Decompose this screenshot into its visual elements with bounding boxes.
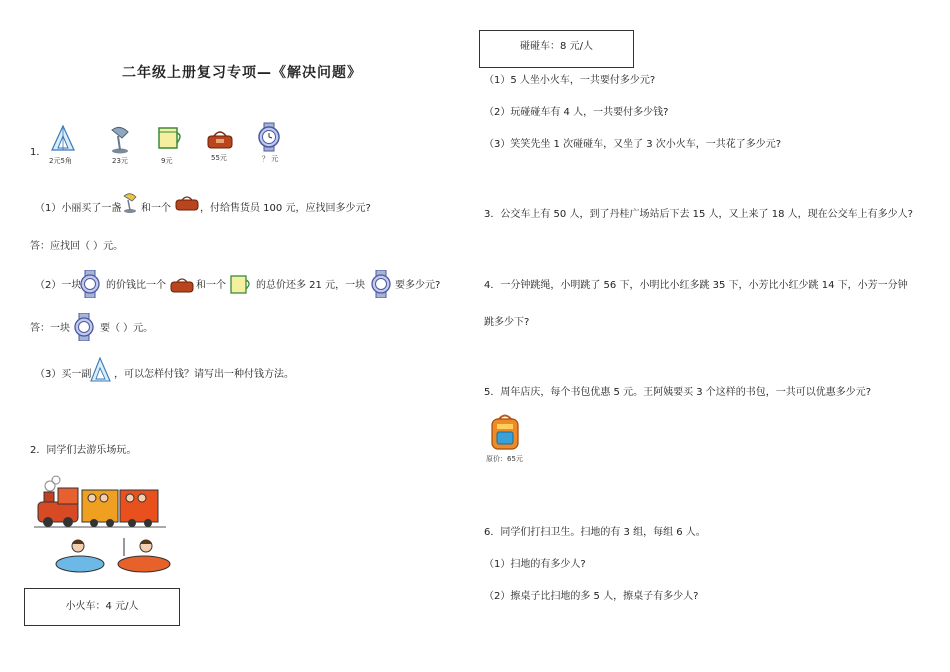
q1-answer-2-a: 答：一块 (30, 323, 70, 334)
bumper-car-price-label: 碰碰车：8 元/人 (520, 41, 593, 52)
q6-text: 6．同学们打扫卫生。扫地的有 3 组，每组 6 人。 (484, 527, 706, 538)
q2-intro: 2．同学们去游乐场玩。 (30, 445, 137, 456)
q2-sub-3: （3）笑笑先坐 1 次碰碰车，又坐了 3 次小火车，一共花了多少元? (484, 139, 782, 150)
q6-sub-2: （2）擦桌子比扫地的多 5 人，擦桌子有多少人? (484, 591, 699, 602)
price-lamp: 23元 (112, 157, 128, 165)
q1-p2-text-d: 的总价还多 21 元，一块 (256, 280, 366, 291)
q6-sub-1: （1）扫地的有多少人? (484, 559, 586, 570)
q2-sub-2: （2）玩碰碰车有 4 人，一共要付多少钱? (484, 107, 669, 118)
toy-train-icon (34, 474, 166, 530)
backpack-price: 原价：65元 (486, 455, 523, 463)
q1-p2-text-c: 和一个 (196, 280, 226, 291)
price-bag: 55元 (211, 154, 227, 162)
q1-number: 1． (30, 147, 47, 158)
q1-p2-text-b: 的价钱比一个 (106, 280, 166, 291)
handbag-icon (170, 276, 194, 294)
bumper-cars-icon (54, 534, 174, 574)
q1-p1-text-a: （1）小丽买了一盏 (35, 203, 122, 214)
backpack-icon (488, 412, 522, 452)
q1-p1-text-b: 和一个 (141, 203, 171, 214)
mug-icon (156, 124, 184, 152)
q1-answer-2-b: 要（ ）元。 (100, 323, 154, 334)
q1-p3-text-a: （3）买一副 (35, 369, 92, 380)
q1-p2-text-a: （2）一块 (35, 280, 82, 291)
price-mug: 9元 (161, 157, 173, 165)
desk-lamp-icon (108, 124, 132, 154)
q4-line-1: 4．一分钟跳绳，小明跳了 56 下，小明比小红多跳 35 下，小芳比小红少跳 14 下，小芳一分钟 (484, 280, 908, 291)
q1-p1-text-c: ，付给售货员 100 元，应找回多少元? (200, 203, 371, 214)
q1-answer-1: 答：应找回（ ）元。 (30, 241, 124, 252)
q1-p2-text-e: 要多少元? (395, 280, 441, 291)
watch-icon (256, 122, 282, 152)
triangle-ruler-icon (50, 124, 76, 152)
mug-icon (229, 273, 253, 297)
triangle-ruler-icon (90, 357, 112, 383)
price-watch: ？ 元 (262, 155, 279, 163)
q5-text: 5．周年店庆，每个书包优惠 5 元。王阿姨要买 3 个这样的书包，一共可以优惠多少元? (484, 387, 872, 398)
train-price-box (24, 588, 180, 626)
page-title: 二年级上册复习专项—《解决问题》 (122, 65, 362, 81)
q4-line-2: 跳多少下? (484, 317, 530, 328)
price-ruler: 2元5角 (49, 157, 72, 165)
train-price-label: 小火车：4 元/人 (65, 601, 139, 612)
bumper-car-price-box (479, 30, 634, 68)
q1-p3-text-b: ，可以怎样付钱？请写出一种付钱方法。 (114, 369, 294, 380)
q3-text: 3．公交车上有 50 人，到了丹桂广场站后下去 15 人，又上来了 18 人，现在公交车上有多少人? (484, 209, 913, 220)
q2-sub-1: （1）5 人坐小火车，一共要付多少元? (484, 75, 656, 86)
watch-icon (369, 270, 393, 298)
handbag-icon (206, 128, 234, 150)
watch-icon (78, 270, 102, 298)
watch-icon (72, 313, 96, 341)
handbag-icon (175, 194, 199, 212)
desk-lamp-icon (122, 191, 138, 213)
